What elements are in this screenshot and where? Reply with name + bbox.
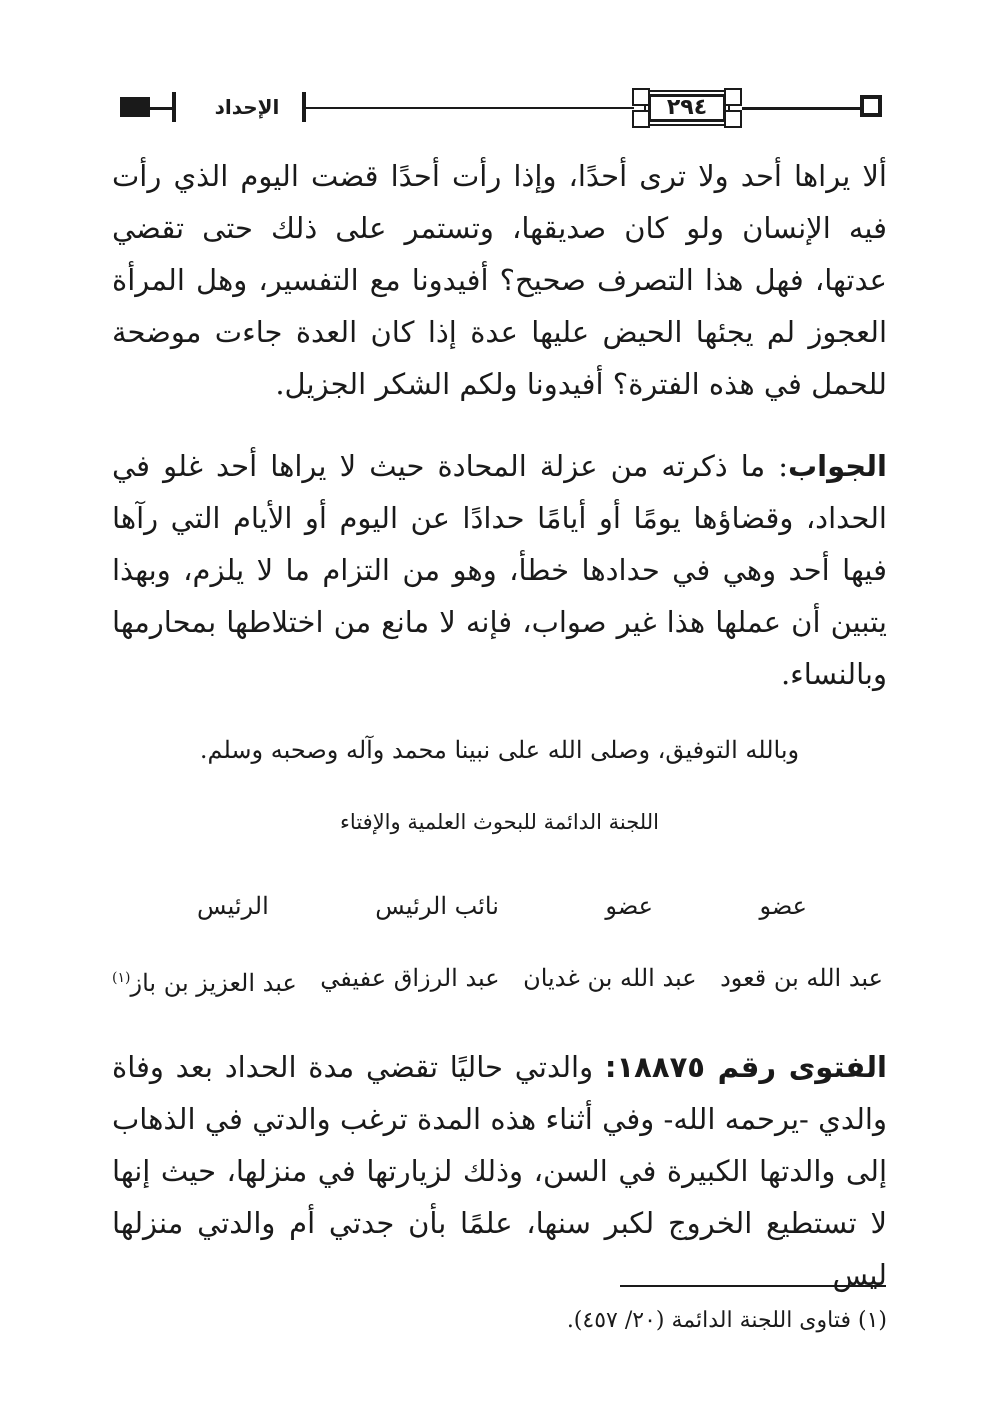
page-number-frame: [632, 88, 742, 128]
page-content: [112, 150, 887, 1301]
signatory-roles: [112, 886, 887, 926]
committee-name: اللجنة الدائمة للبحوث العلمية والإفتاء: [340, 810, 659, 834]
signatory-name: عبد الله بن قعود: [720, 964, 883, 992]
fatwa-text: والدتي حاليًا تقضي مدة الحداد بعد وفاة والدي -يرحمه الله- وفي أثناء هذه المدة ترغب والدتي في الذهاب إلى والدتها الكبيرة في السن، وذلك لزيارتها في منزلها، حيث إنها لا تستطيع الخروج لكبر سنها، علمًا بأن جدتي أم والدتي منزلها ليس: [112, 1050, 887, 1292]
closing-prayer: وبالله التوفيق، وصلى الله على نبينا محمد وآله وصحبه وسلم.: [199, 736, 800, 764]
answer-text: : ما ذكرته من عزلة المحادة حيث لا يراها أحد غلو في الحداد، وقضاؤها يومًا أو أيامًا حدادًا عن اليوم أو الأيام التي رآها فيها أحد وهي في حدادها خطأ، وهو من التزام ما لا يلزم، وبهذا يتبين أن عملها هذا غير صواب، فإنه لا مانع من اختلاطها بمحارمها وبالنساء.: [112, 449, 887, 691]
header-ornament-box: [860, 95, 882, 117]
chairman-name: عبد العزيز بن باز: [130, 969, 297, 997]
role-chairman: الرئيس: [197, 892, 269, 920]
footnote-rule: [620, 1285, 886, 1287]
header-ornament-bar: [172, 92, 176, 122]
role-member: عضو: [759, 892, 807, 920]
role-deputy-chairman: نائب الرئيس: [375, 892, 499, 920]
frame-corner: [724, 88, 742, 106]
answer-paragraph: [112, 440, 887, 700]
frame-corner: [724, 110, 742, 128]
fatwa-paragraph: [112, 1041, 887, 1301]
fatwa-label: الفتوى رقم ١٨٨٧٥:: [604, 1050, 888, 1084]
page-number: ٢٩٤: [666, 95, 708, 120]
signatory-name: عبد الله بن غديان: [523, 964, 697, 992]
signatory-name-chairman: [112, 958, 297, 1003]
page-header: [112, 88, 892, 132]
header-rule-right: [742, 107, 860, 110]
footnote-marker: (١): [112, 970, 131, 986]
signatory-name: عبد الرزاق عفيفي: [320, 964, 500, 992]
question-paragraph: ألا يراها أحد ولا ترى أحدًا، وإذا رأت أحدًا قضت اليوم الذي رأت فيه الإنسان ولو كان صديقها، وتستمر على ذلك حتى تقضي عدتها، فهل هذا التصرف صحيح؟ أفيدونا مع التفسير، وهل المرأة العجوز لم يجئها الحيض عليها عدة إذا كان العدة جاءت موضحة للحمل في هذه الفترة؟ أفيدونا ولكم الشكر الجزيل.: [112, 159, 887, 401]
role-member: عضو: [605, 892, 653, 920]
header-ornament-block: [120, 97, 150, 117]
header-rule-middle: [304, 107, 634, 109]
footnote: (١) فتاوى اللجنة الدائمة (٢٠/ ٤٥٧).: [566, 1308, 887, 1333]
signatory-names: [112, 958, 887, 1003]
answer-label: الجواب: [788, 449, 887, 483]
section-title: الإحداد: [214, 95, 280, 119]
